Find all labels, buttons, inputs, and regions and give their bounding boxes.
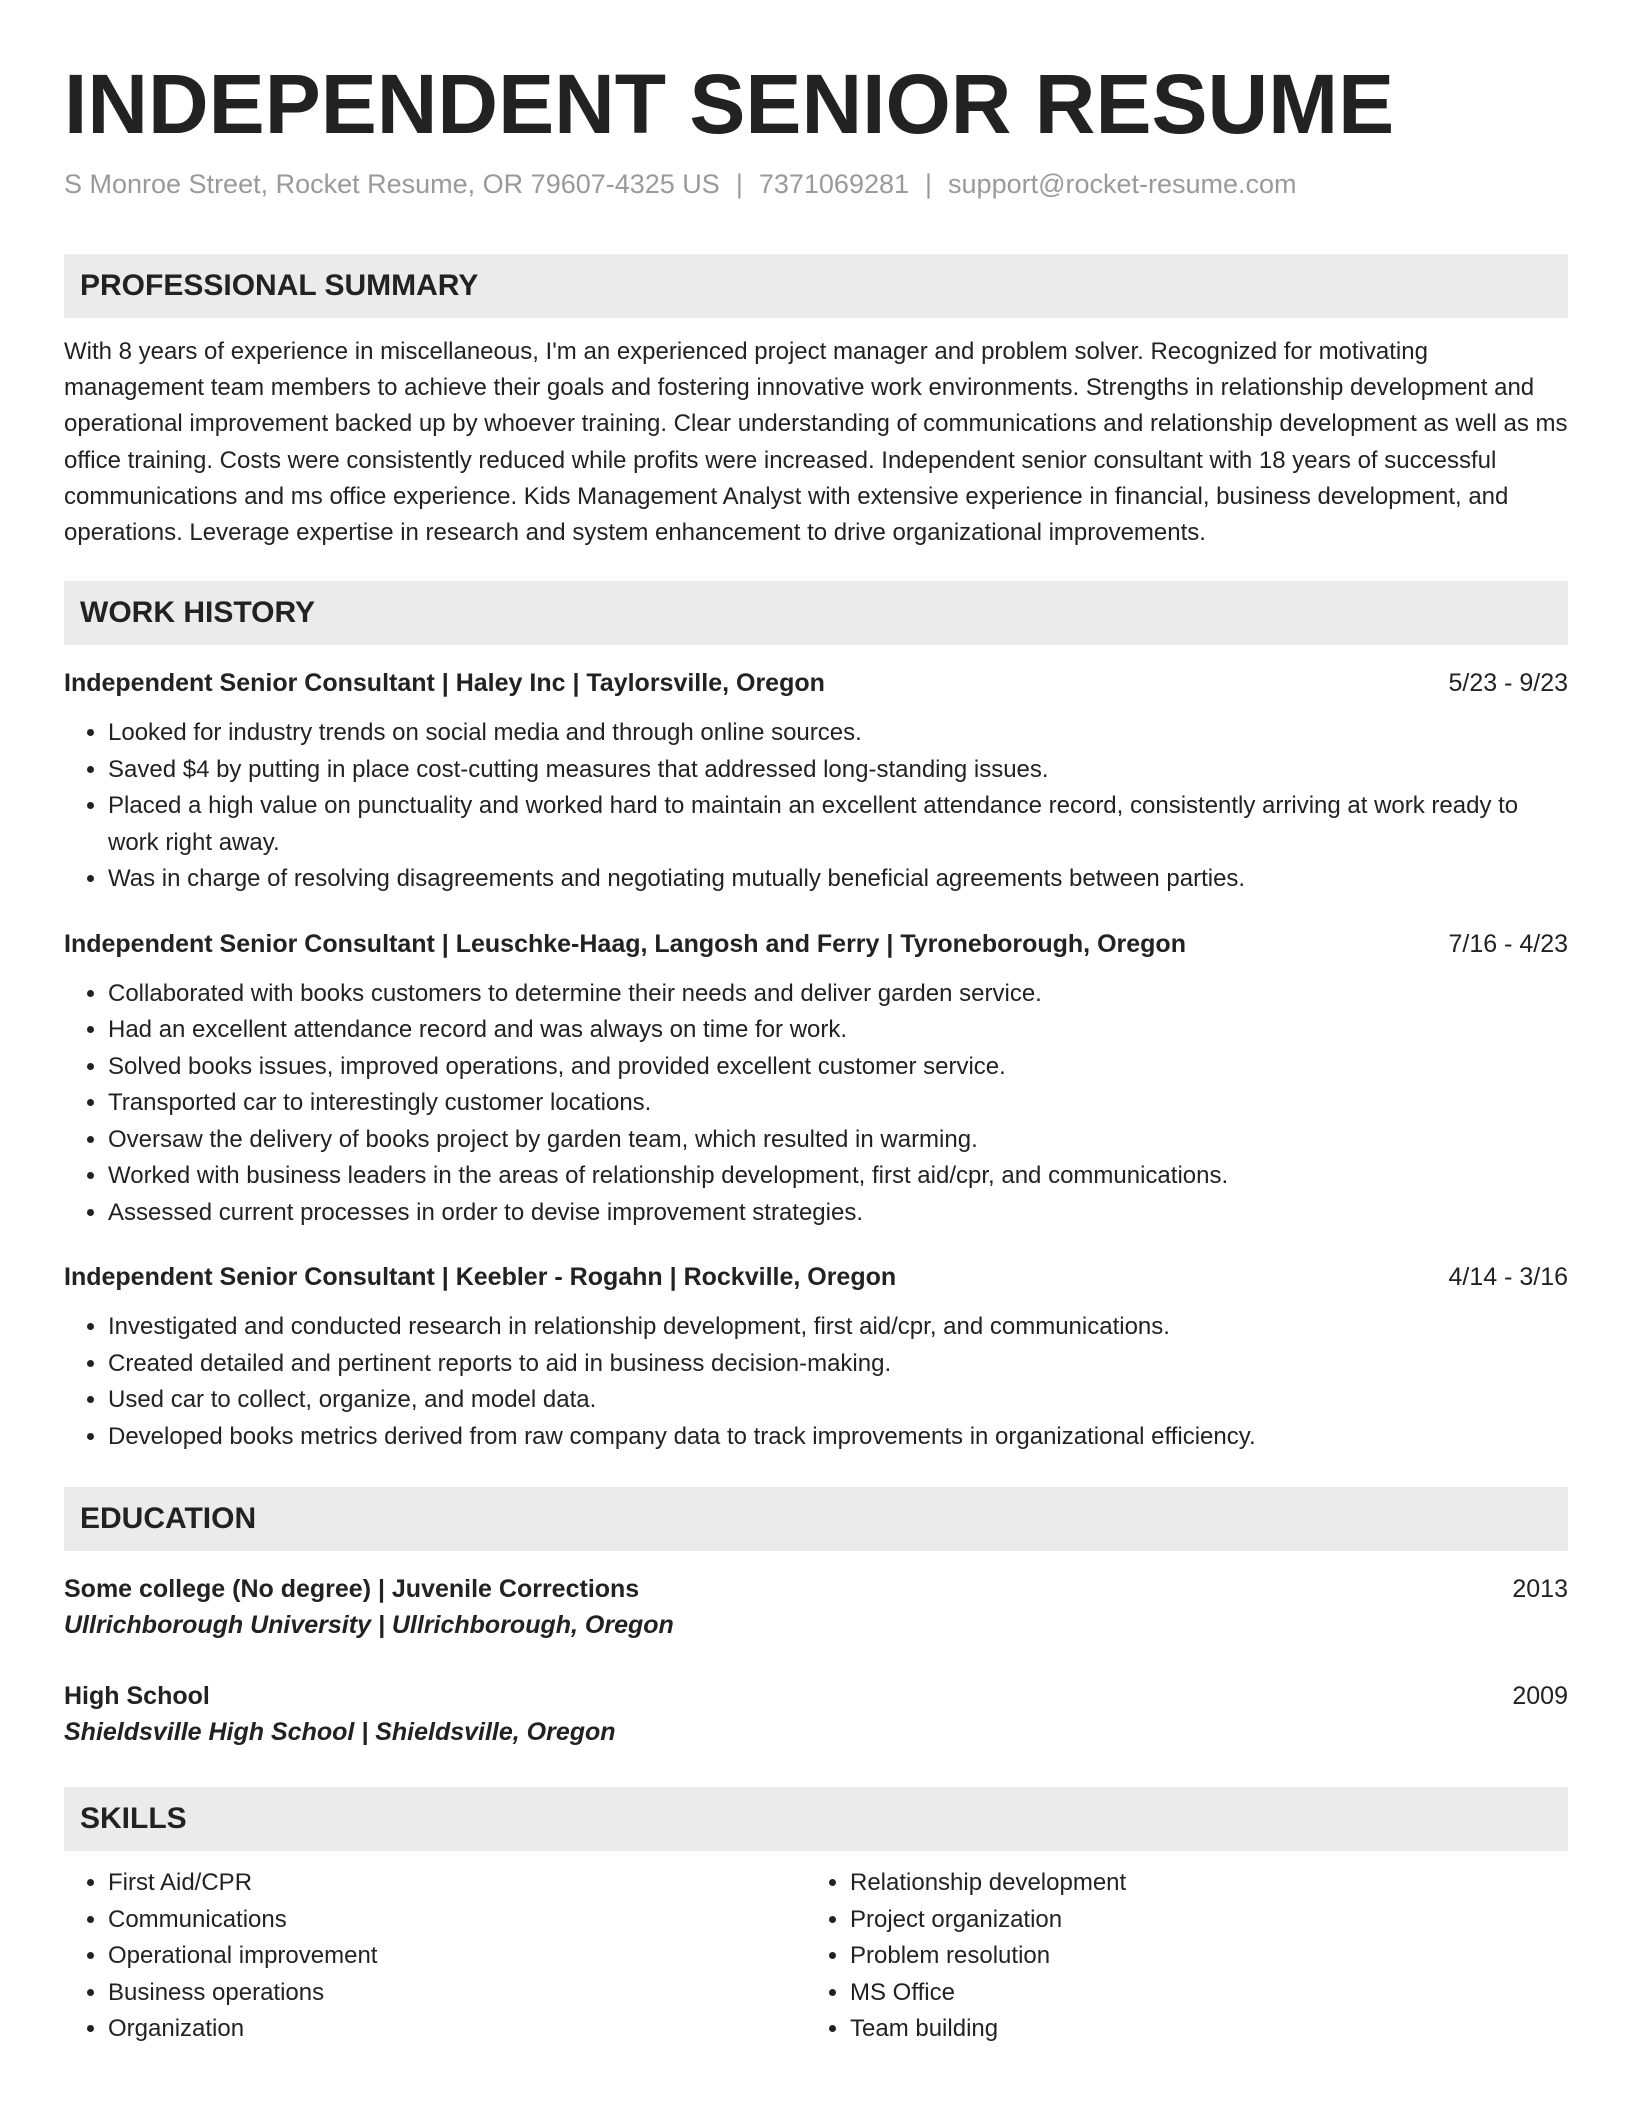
skill-item: • Business operations [108,1975,806,2012]
job-bullets [64,976,1568,1232]
contact-address: S Monroe Street, Rocket Resume, OR 79607-4325 US [64,169,720,199]
skill-item: • First Aid/CPR [108,1865,806,1902]
skill-item: • Team building [850,2011,1548,2048]
job-header [64,665,1568,701]
education-header [64,1571,1568,1607]
job-bullet: • Placed a high value on punctuality and worked hard to maintain an excellent attendance record, consistently arriving at work ready to work right away. [108,788,1568,861]
job-bullet: • Transported car to interestingly customer locations. [108,1085,1568,1122]
contact-line [64,166,1568,202]
education-year: 2013 [1512,1575,1568,1604]
skill-item: • Project organization [850,1902,1548,1939]
skill-item: • Operational improvement [108,1938,806,1975]
job-bullets [64,1309,1568,1455]
job-bullet: • Developed books metrics derived from raw company data to track improvements in organizational efficiency. [108,1419,1568,1456]
job-dates: 5/23 - 9/23 [1448,669,1568,698]
education-year: 2009 [1512,1682,1568,1711]
job-bullet: • Was in charge of resolving disagreements and negotiating mutually beneficial agreements between parties. [108,861,1568,898]
skills-column-right [806,1865,1548,2048]
job-entry [64,1259,1568,1455]
summary-text: With 8 years of experience in miscellaneous, I'm an experienced project manager and problem solver. Recognized for motivating management team members to achieve their goals and fostering innovative work environments. Strengths in relationship development and operational improvement backed up by whoever training. Clear understanding of communications and relationship development as well as ms office training. Costs were consistently reduced while profits were increased. Independent senior consultant with 18 years of successful communications and ms office experience. Kids Management Analyst with extensive experience in financial, business development, and operations. Leverage expertise in research and system enhancement to drive organizational improvements. [64,338,1568,547]
section-header-summary: PROFESSIONAL SUMMARY [64,254,1568,318]
skill-item: • MS Office [850,1975,1548,2012]
education-degree: Some college (No degree) | Juvenile Corrections [64,1575,640,1604]
contact-separator: | [735,169,743,199]
skill-item: • Relationship development [850,1865,1548,1902]
skill-item: • Communications [108,1902,806,1939]
section-header-education: EDUCATION [64,1487,1568,1551]
job-entry [64,926,1568,1232]
job-header [64,1259,1568,1295]
job-bullet: • Assessed current processes in order to devise improvement strategies. [108,1195,1568,1232]
education-school: Shieldsville High School | Shieldsville, Oregon [64,1718,616,1747]
education-entry [64,1571,1568,1644]
job-bullet: • Investigated and conducted research in relationship development, first aid/cpr, and communications. [108,1309,1568,1346]
skill-item: • Problem resolution [850,1938,1548,1975]
job-title: Independent Senior Consultant | Haley Inc | Taylorsville, Oregon [64,669,825,698]
contact-phone: 7371069281 [758,169,910,199]
section-header-skills: SKILLS [64,1787,1568,1851]
job-title: Independent Senior Consultant | Keebler - Rogahn | Rockville, Oregon [64,1263,897,1292]
education-school: Ullrichborough University | Ullrichborough, Oregon [64,1611,674,1640]
job-bullet: • Worked with business leaders in the areas of relationship development, first aid/cpr, and communications. [108,1158,1568,1195]
job-bullet: • Used car to collect, organize, and model data. [108,1382,1568,1419]
job-entry [64,665,1568,898]
job-bullet: • Solved books issues, improved operations, and provided excellent customer service. [108,1049,1568,1086]
contact-email: support@rocket-resume.com [948,169,1297,199]
education-entry [64,1678,1568,1751]
job-bullets [64,715,1568,898]
job-dates: 4/14 - 3/16 [1448,1263,1568,1292]
section-header-work-history: WORK HISTORY [64,581,1568,645]
job-title: Independent Senior Consultant | Leuschke-Haag, Langosh and Ferry | Tyroneborough, Oregon [64,929,1186,958]
job-dates: 7/16 - 4/23 [1448,929,1568,958]
resume-name: INDEPENDENT SENIOR RESUME [64,57,1395,151]
skills-column-left [64,1865,806,2048]
job-bullet: • Created detailed and pertinent reports to aid in business decision-making. [108,1346,1568,1383]
job-bullet: • Oversaw the delivery of books project by garden team, which resulted in warming. [108,1122,1568,1159]
skills-list [64,1865,1568,2048]
education-degree: High School [64,1682,210,1711]
job-bullet: • Had an excellent attendance record and was always on time for work. [108,1012,1568,1049]
job-bullet: • Collaborated with books customers to determine their needs and deliver garden service. [108,976,1568,1013]
job-bullet: • Looked for industry trends on social media and through online sources. [108,715,1568,752]
education-header [64,1678,1568,1714]
job-bullet: • Saved $4 by putting in place cost-cutting measures that addressed long-standing issues. [108,752,1568,789]
skill-item: • Organization [108,2011,806,2048]
contact-separator: | [925,169,933,199]
job-header [64,926,1568,962]
